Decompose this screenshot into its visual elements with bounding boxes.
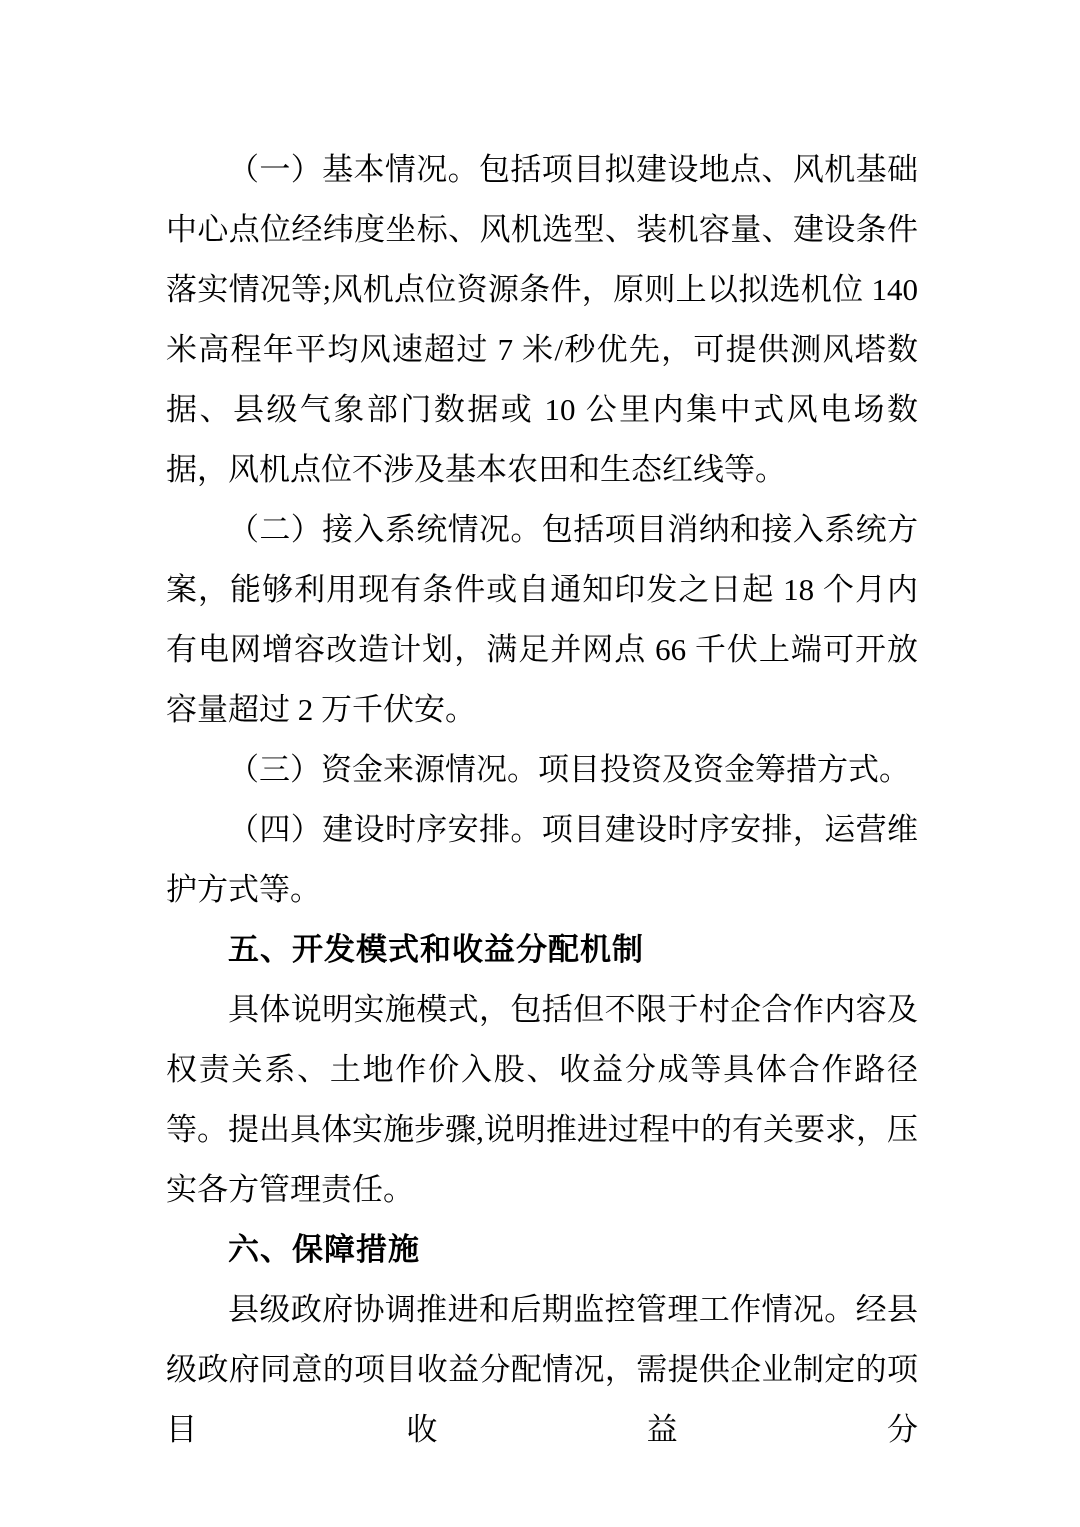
para-implementation-model: 具体说明实施模式，包括但不限于村企合作内容及权责关系、土地作价入股、收益分成等具体合作路径等。提出具体实施步骤,说明推进过程中的有关要求，压实各方管理责任。 — [166, 992, 918, 1207]
para-basic-situation: （一）基本情况。包括项目拟建设地点、风机基础中心点位经纬度坐标、风机选型、装机容量、建设条件落实情况等;风机点位资源条件，原则上以拟选机位 140 米高程年平均风速超过 7 米/秒优先，可提供测风塔数据、县级气象部门数据或 10 公里内集中式风电场数据，风机点位不涉及基本农田和生态红线等。 — [166, 152, 918, 487]
heading-section-six-safeguard-measures: 六、保障措施 — [228, 1232, 420, 1267]
document-text-block — [166, 140, 918, 1460]
para-grid-connection: （二）接入系统情况。包括项目消纳和接入系统方案，能够利用现有条件或自通知印发之日起 18 个月内有电网增容改造计划，满足并网点 66 千伏上端可开放容量超过 2 万千伏安。 — [166, 512, 918, 727]
para-funding-source: （三）资金来源情况。项目投资及资金筹措方式。 — [228, 752, 910, 787]
heading-section-five-development-model: 五、开发模式和收益分配机制 — [228, 932, 644, 967]
para-county-government-coordination: 县级政府协调推进和后期监控管理工作情况。经县级政府同意的项目收益分配情况，需提供企业制定的项目收益分 — [166, 1292, 918, 1447]
para-construction-schedule: （四）建设时序安排。项目建设时序安排，运营维护方式等。 — [166, 812, 918, 907]
